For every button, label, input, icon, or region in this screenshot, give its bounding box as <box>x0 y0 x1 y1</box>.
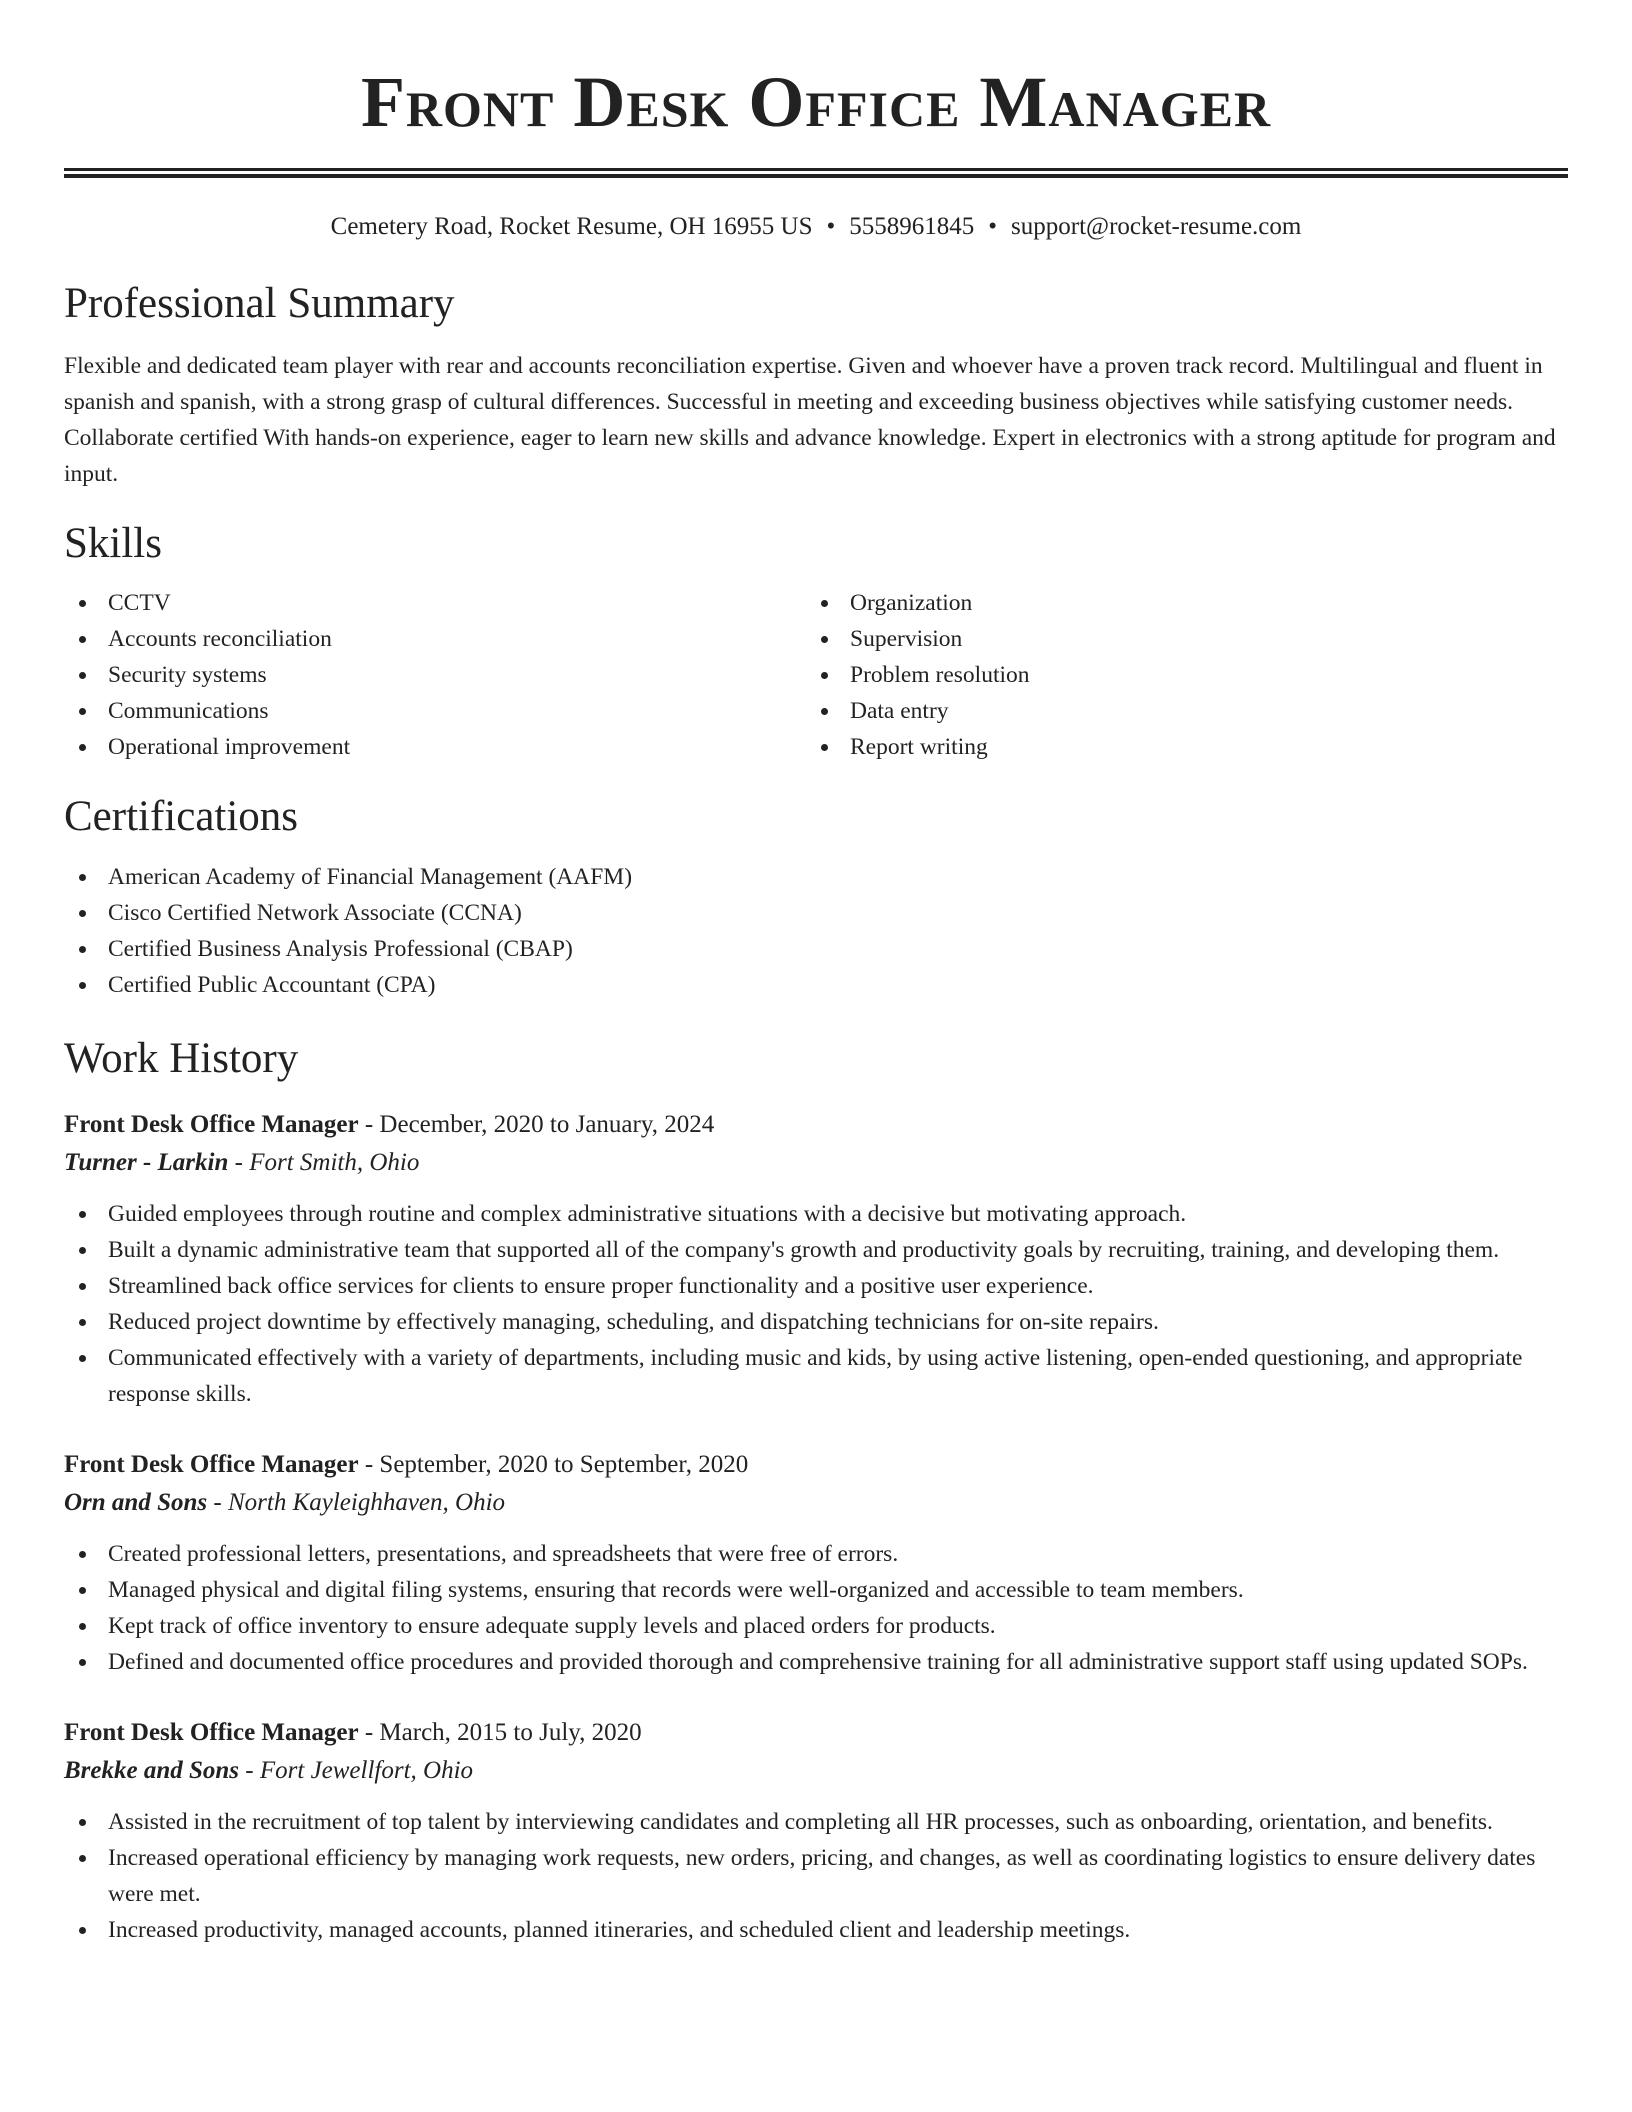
job-duty-item: Communicated effectively with a variety of departments, including music and kids, by using active listening, open-ended questioning, and appropriate response skills. <box>64 1340 1568 1412</box>
job-entry <box>64 1714 1568 1948</box>
skill-item: Accounts reconciliation <box>64 621 806 657</box>
skill-item: Data entry <box>806 693 1548 729</box>
skill-item: Supervision <box>806 621 1548 657</box>
job-title-line <box>64 1714 1568 1752</box>
company-line <box>64 1144 1568 1182</box>
job-duty-item: Assisted in the recruitment of top talent by interviewing candidates and completing all HR processes, such as onboarding, orientation, and benefits. <box>64 1804 1568 1840</box>
contact-email: support@rocket-resume.com <box>1011 213 1302 240</box>
skill-item: Communications <box>64 693 806 729</box>
job-title-line <box>64 1106 1568 1144</box>
job-duty-item: Reduced project downtime by effectively managing, scheduling, and dispatching technicians for on-site repairs. <box>64 1304 1568 1340</box>
job-duty-item: Guided employees through routine and complex administrative situations with a decisive but motivating approach. <box>64 1196 1568 1232</box>
job-duty-item: Increased operational efficiency by managing work requests, new orders, pricing, and changes, as well as coordinating logistics to ensure delivery dates were met. <box>64 1840 1568 1912</box>
work-history-heading: Work History <box>64 1034 299 1082</box>
skill-item: Report writing <box>806 729 1548 765</box>
certification-item: Cisco Certified Network Associate (CCNA) <box>64 895 1568 931</box>
job-title: Front Desk Office Manager <box>64 1111 359 1139</box>
job-duty-item: Defined and documented office procedures and provided thorough and comprehensive training for all administrative support staff using updated SOPs. <box>64 1644 1568 1680</box>
skills-list <box>64 585 1568 765</box>
company-location: - Fort Jewellfort, Ohio <box>239 1757 474 1785</box>
skills-column-left <box>64 585 806 765</box>
certifications-list <box>64 859 1568 1003</box>
job-duty-item: Kept track of office inventory to ensure adequate supply levels and placed orders for products. <box>64 1608 1568 1644</box>
company-line <box>64 1752 1568 1790</box>
certifications-heading: Certifications <box>64 793 299 841</box>
certification-item: Certified Public Accountant (CPA) <box>64 967 1568 1003</box>
job-dates: - March, 2015 to July, 2020 <box>358 1719 642 1747</box>
job-duty-item: Streamlined back office services for clients to ensure proper functionality and a positive user experience. <box>64 1268 1568 1304</box>
skill-item: Organization <box>806 585 1548 621</box>
job-duties-list <box>64 1536 1568 1680</box>
job-duty-item: Created professional letters, presentations, and spreadsheets that were free of errors. <box>64 1536 1568 1572</box>
job-dates: - December, 2020 to January, 2024 <box>358 1111 715 1139</box>
company-name: Orn and Sons <box>64 1489 208 1517</box>
skill-item: Problem resolution <box>806 657 1548 693</box>
contact-line <box>64 212 1568 242</box>
job-duty-item: Increased productivity, managed accounts, planned itineraries, and scheduled client and leadership meetings. <box>64 1912 1568 1948</box>
contact-separator: • <box>826 213 836 240</box>
job-duty-item: Managed physical and digital filing systems, ensuring that records were well-organized and accessible to team members. <box>64 1572 1568 1608</box>
job-duty-item: Built a dynamic administrative team that supported all of the company's growth and productivity goals by recruiting, training, and developing them. <box>64 1232 1568 1268</box>
skill-item: Security systems <box>64 657 806 693</box>
contact-separator: • <box>988 213 998 240</box>
skills-column-right <box>806 585 1548 765</box>
certification-item: American Academy of Financial Management (AAFM) <box>64 859 1568 895</box>
job-title-line <box>64 1446 1568 1484</box>
contact-phone: 5558961845 <box>849 213 975 240</box>
header-divider <box>64 168 1568 178</box>
skills-heading: Skills <box>64 519 162 567</box>
summary-text: Flexible and dedicated team player with rear and accounts reconciliation expertise. Given and whoever have a proven track record. Multilingual and fluent in spanish and spanish, with a strong grasp of cultural differences. Successful in meeting and exceeding business objectives while satisfying customer needs. Collaborate certified With hands-on experience, eager to learn new skills and advance knowledge. Expert in electronics with a strong aptitude for program and input. <box>64 352 1556 487</box>
job-entry <box>64 1446 1568 1680</box>
job-dates: - September, 2020 to September, 2020 <box>358 1451 749 1479</box>
company-name: Turner - Larkin <box>64 1149 229 1177</box>
summary-heading: Professional Summary <box>64 280 455 327</box>
skill-item: CCTV <box>64 585 806 621</box>
job-title: Front Desk Office Manager <box>64 1719 359 1747</box>
company-name: Brekke and Sons <box>64 1757 240 1785</box>
job-duties-list <box>64 1196 1568 1412</box>
certification-item: Certified Business Analysis Professional (CBAP) <box>64 931 1568 967</box>
company-location: - North Kayleighhaven, Ohio <box>207 1489 506 1517</box>
skill-item: Operational improvement <box>64 729 806 765</box>
job-entry <box>64 1106 1568 1412</box>
company-line <box>64 1484 1568 1522</box>
resume-name: Front Desk Office Manager <box>360 62 1272 142</box>
job-title: Front Desk Office Manager <box>64 1451 359 1479</box>
company-location: - Fort Smith, Ohio <box>228 1149 420 1177</box>
contact-address: Cemetery Road, Rocket Resume, OH 16955 US <box>330 213 813 240</box>
job-duties-list <box>64 1804 1568 1948</box>
